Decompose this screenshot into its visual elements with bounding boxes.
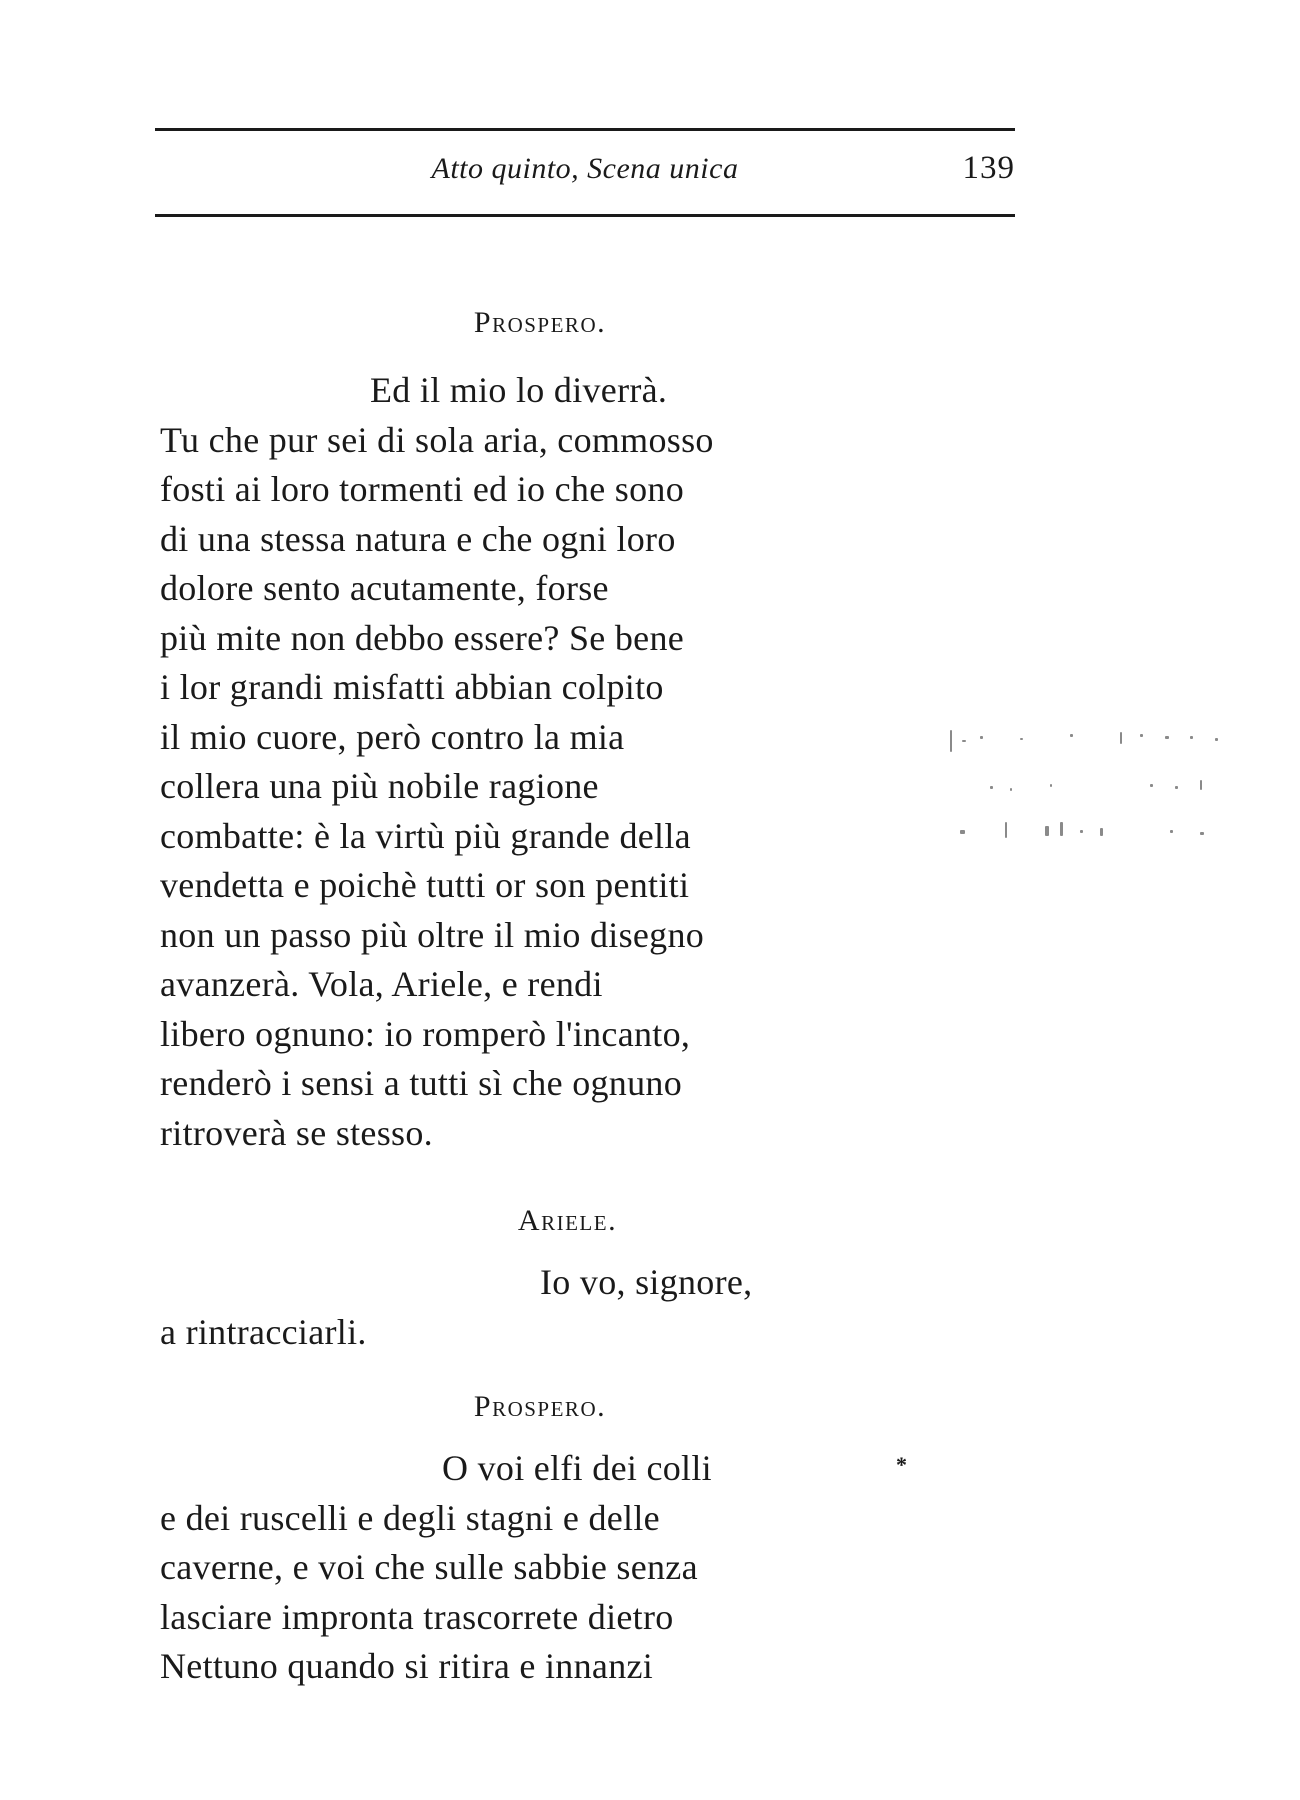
verse-line: il mio cuore, però contro la mia [160,716,625,757]
verse-line: O voi elfi dei colli [442,1448,712,1488]
verse-line: ritroverà se stesso. [160,1112,433,1153]
verse-line: avanzerà. Vola, Ariele, e rendi [160,964,603,1004]
verse-line: combatte: è la virtù più grande della [160,815,691,856]
speaker-name: Prospero. [473,306,607,339]
speech-ariele [160,1196,920,1357]
verse-line: caverne, e voi che sulle sabbie senza [160,1547,698,1587]
verse-line: lasciare impronta trascorrete dietro [160,1596,674,1637]
verse-line: Nettuno quando si ritira e innanzi [160,1646,654,1686]
show-through-marks [950,730,1290,890]
verse-line: vendetta e poichè tutti or son pentiti [160,865,690,905]
verse-line: dolore sento acutamente, forse [160,568,609,608]
header-rule-bottom [155,214,1015,217]
verse-line: collera una più nobile ragione [160,766,599,806]
verse-line: Io vo, signore, [540,1262,753,1302]
speaker-name: Ariele. [517,1204,618,1237]
verse-line: a rintracciarli. [160,1311,367,1352]
speech-prospero-1 [160,298,920,1158]
verse-line: Ed il mio lo diverrà. [370,370,668,410]
verse-line: fosti ai loro tormenti ed io che sono [160,469,684,509]
verse-line: renderò i sensi a tutti sì che ognuno [160,1063,682,1103]
header-rule-top [155,128,1015,131]
page-number: 139 [962,150,1015,186]
speaker-name: Prospero. [473,1390,607,1423]
running-title: Atto quinto, Scena unica [431,152,739,185]
running-head [155,148,1015,198]
marginal-mark: * [896,1452,907,1477]
verse-line: i lor grandi misfatti abbian colpito [160,667,664,707]
verse-line: e dei ruscelli e degli stagni e delle [160,1497,660,1538]
verse-line: libero ognuno: io romperò l'incanto, [160,1013,691,1054]
verse-line: di una stessa natura e che ogni loro [160,518,676,559]
speech-prospero-2 [160,1382,920,1692]
verse-line: Tu che pur sei di sola aria, commosso [160,419,714,460]
verse-line: più mite non debbo essere? Se bene [160,617,685,658]
verse-line: non un passo più oltre il mio disegno [160,914,705,955]
